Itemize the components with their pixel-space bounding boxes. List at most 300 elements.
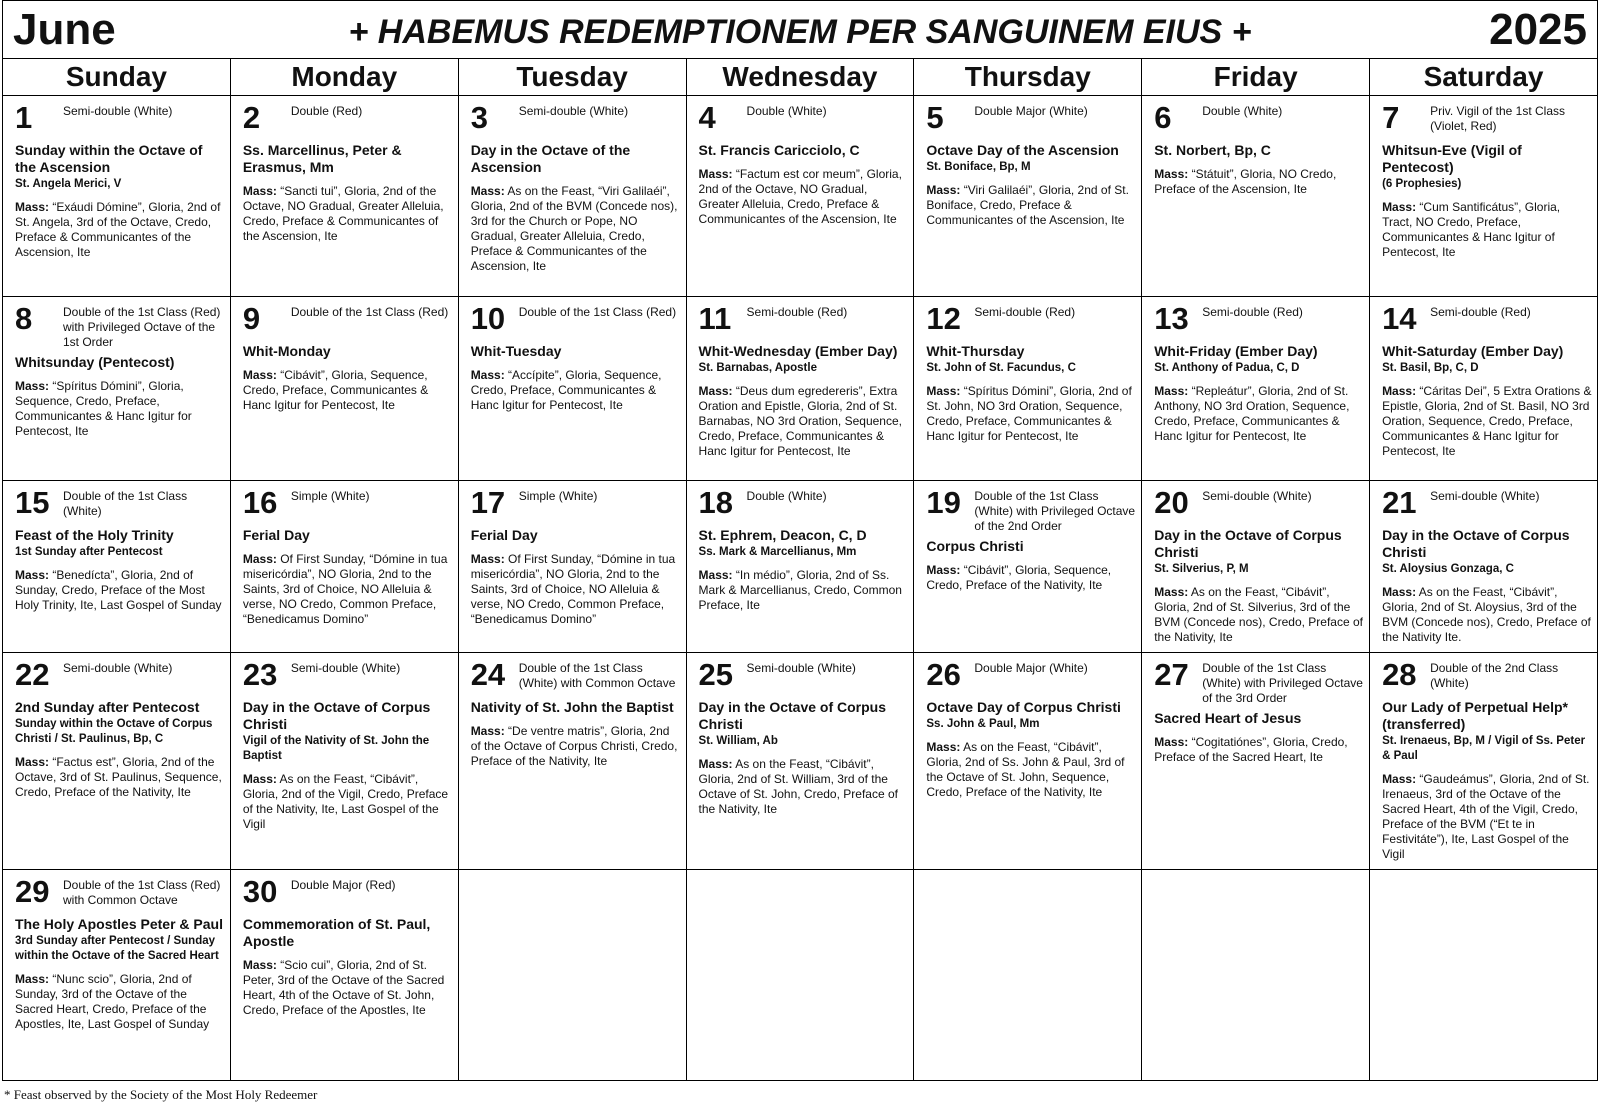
liturgical-rank: Double of the 1st Class (White) — [63, 489, 188, 518]
mass-text — [1382, 384, 1593, 459]
feast-title: Our Lady of Perpetual Help* (transferred) — [1382, 699, 1568, 732]
mass-details: “Cáritas Dei”, 5 Extra Orations & Epistle, Gloria, 2nd of St. Basil, NO 3rd Oration, Sequence, Credo, Preface, Communicantes & Hanc Igitur for Pentecost, Ite — [1382, 384, 1592, 458]
mass-label: Mass: — [926, 384, 961, 398]
mass-label: Mass: — [15, 755, 50, 769]
weekday-wednesday: Wednesday — [686, 59, 914, 96]
weekday-friday: Friday — [1142, 59, 1370, 96]
mass-text — [15, 568, 226, 613]
day-content — [459, 481, 686, 627]
mass-label: Mass: — [15, 972, 50, 986]
day-top — [926, 657, 1137, 695]
day-cell — [914, 297, 1142, 481]
liturgical-rank: Semi-double (White) — [1202, 489, 1312, 503]
day-cell — [914, 481, 1142, 653]
mass-details: “Státuit”, Gloria, NO Credo, Preface of the Ascension, Ite — [1154, 167, 1337, 196]
liturgical-rank: Semi-double (Red) — [974, 305, 1076, 319]
mass-text — [926, 563, 1137, 593]
feast-title: Octave Day of the Ascension — [926, 142, 1119, 158]
feast-title: Day in the Octave of Corpus Christi — [1154, 527, 1342, 560]
day-cell — [686, 96, 914, 297]
feast-title: The Holy Apostles Peter & Paul — [15, 916, 223, 932]
day-cell — [230, 297, 458, 481]
liturgical-rank: Double (White) — [746, 104, 827, 118]
day-number: 4 — [698, 100, 716, 135]
mass-text — [699, 167, 910, 227]
mass-text — [243, 958, 454, 1018]
mass-label: Mass: — [242, 184, 277, 198]
mass-details: As on the Feast, “Cibávit”, Gloria, 2nd of St. William, 3rd of the Octave of St. John, Credo, Preface of the Nativity, Ite — [698, 757, 898, 816]
mass-details: “Factum est cor meum”, Gloria, 2nd of the Octave, NO Gradual, Greater Alleluia, Credo, Preface & Communicantes of the Ascension, Ite — [698, 167, 902, 226]
feast-title: Feast of the Holy Trinity — [15, 527, 174, 543]
liturgical-rank: Semi-double (White) — [746, 661, 856, 675]
mass-label: Mass: — [926, 183, 961, 197]
liturgical-rank: Semi-double (White) — [63, 104, 173, 118]
mass-text — [471, 552, 682, 627]
day-content — [459, 653, 686, 769]
mass-details: “Deus dum egredereris”, Extra Oration and Epistle, Gloria, 2nd of St. Barnabas, NO 3rd Oration, Sequence, Credo, Preface, Communicantes & Hanc Igitur for Pentecost, Ite — [698, 384, 902, 458]
day-top — [471, 657, 682, 695]
mass-details: “Gaudeámus”, Gloria, 2nd of St. Irenaeus, 3rd of the Octave of the Sacred Heart, 4th of the Vigil, Credo, Preface of the BVM (“Et te in Festivitáte”), Ite, Last Gospel of the Vigil — [1382, 772, 1590, 861]
mass-label: Mass: — [698, 757, 733, 771]
feast-title: Whitsun-Eve (Vigil of Pentecost) — [1382, 142, 1522, 175]
month-title: June — [13, 5, 116, 54]
feast-title: Whit-Friday (Ember Day) — [1154, 343, 1318, 359]
commemoration: St. Angela Merici, V — [15, 178, 122, 190]
feast-title: Octave Day of Corpus Christi — [926, 699, 1121, 715]
day-number: 15 — [15, 485, 50, 520]
day-cell — [3, 870, 231, 1081]
liturgical-rank: Semi-double (Red) — [1202, 305, 1303, 319]
day-cell — [230, 870, 458, 1081]
day-number: 2 — [242, 100, 261, 135]
empty-day-cell — [458, 870, 686, 1081]
liturgical-rank: Double of the 1st Class (Red) with Common Octave — [63, 878, 221, 907]
day-top — [243, 485, 454, 523]
feast-title: St. Francis Caricciolo, C — [698, 142, 860, 158]
day-cell — [686, 297, 914, 481]
mass-details: As on the Feast, “Cibávit”, Gloria, 2nd of Ss. John & Paul, 3rd of the Octave of St. John, Sequence, Credo, Preface of the Nativity, Ite — [926, 740, 1125, 799]
day-top — [699, 485, 910, 523]
day-number: 8 — [15, 301, 33, 336]
liturgical-rank: Double Major (White) — [974, 661, 1088, 675]
mass-details: As on the Feast, “Cibávit”, Gloria, 2nd of the Vigil, Credo, Preface of the Nativity, Ite, Last Gospel of the Vigil — [242, 772, 449, 831]
day-top — [699, 301, 910, 339]
feast-title: Day in the Octave of Corpus Christi — [698, 699, 887, 732]
day-content — [231, 297, 458, 413]
day-content — [914, 481, 1141, 593]
day-content — [1370, 653, 1597, 862]
mass-text — [926, 183, 1137, 228]
day-content — [1142, 481, 1369, 645]
mass-text — [243, 772, 454, 832]
day-number: 7 — [1382, 100, 1400, 135]
feast-title: Commemoration of St. Paul, Apostle — [242, 916, 431, 949]
mass-details: “In médio”, Gloria, 2nd of Ss. Mark & Marcellianus, Credo, Common Preface, Ite — [698, 568, 902, 612]
day-number: 23 — [242, 657, 278, 692]
commemoration: St. Barnabas, Apostle — [698, 362, 817, 374]
mass-details: “Cibávit”, Gloria, Sequence, Credo, Preface of the Nativity, Ite — [926, 563, 1112, 592]
day-cell — [1142, 297, 1370, 481]
mass-text — [243, 552, 454, 627]
day-number: 9 — [242, 301, 261, 336]
mass-text — [1382, 200, 1593, 260]
commemoration: Vigil of the Nativity of St. John the Baptist — [242, 735, 430, 762]
mass-text — [926, 740, 1137, 800]
day-top — [15, 100, 226, 138]
commemoration: Ss. John & Paul, Mm — [926, 718, 1040, 730]
day-number: 21 — [1382, 485, 1417, 520]
mass-text — [15, 972, 226, 1032]
day-number: 18 — [698, 485, 734, 520]
mass-details: “Scio cui”, Gloria, 2nd of St. Peter, 3rd of the Octave of the Sacred Heart, 4th of the Octave of St. John, Credo, Preface of the Apostles, Ite — [242, 958, 445, 1017]
mass-label: Mass: — [926, 563, 961, 577]
liturgical-rank: Double (Red) — [290, 104, 363, 118]
mass-text — [243, 368, 454, 413]
feast-title: Whit-Tuesday — [470, 343, 562, 359]
day-top — [926, 485, 1137, 534]
day-content — [1370, 297, 1597, 459]
mass-text — [471, 368, 682, 413]
day-number: 30 — [242, 874, 278, 909]
mass-label: Mass: — [470, 368, 505, 382]
mass-details: “Accípite”, Gloria, Sequence, Credo, Preface, Communicantes & Hanc Igitur for Pentecost, Ite — [470, 368, 662, 412]
mass-label: Mass: — [698, 167, 733, 181]
day-number: 14 — [1382, 301, 1417, 336]
mass-text — [699, 384, 910, 459]
mass-label: Mass: — [1382, 772, 1417, 786]
mass-text — [699, 757, 910, 817]
day-cell — [914, 96, 1142, 297]
day-top — [15, 874, 226, 912]
mass-details: “Benedícta”, Gloria, 2nd of Sunday, Credo, Preface of the Most Holy Trinity, Ite, Last Gospel of Sunday — [15, 568, 222, 612]
day-top — [926, 100, 1137, 138]
day-top — [1382, 657, 1593, 695]
liturgical-rank: Priv. Vigil of the 1st Class (Violet, Red) — [1430, 104, 1566, 133]
mass-details: “Cum Santificátus”, Gloria, Tract, NO Credo, Preface, Communicantes & Hanc Igitur of Pentecost, Ite — [1382, 200, 1561, 259]
day-top — [243, 301, 454, 339]
weekday-monday: Monday — [230, 59, 458, 96]
mass-text — [1154, 167, 1365, 197]
day-cell — [3, 297, 231, 481]
liturgical-rank: Double of the 1st Class (Red) — [518, 305, 677, 319]
day-top — [1382, 301, 1593, 339]
liturgical-rank: Double of the 1st Class (White) with Privileged Octave of the 2nd Order — [974, 489, 1136, 533]
day-cell — [3, 653, 231, 870]
mass-text — [15, 755, 226, 800]
day-number: 12 — [926, 301, 961, 336]
empty-day-cell — [914, 870, 1142, 1081]
feast-title: Whit-Monday — [242, 343, 331, 359]
liturgical-rank: Double of the 1st Class (White) with Common Octave — [518, 661, 676, 690]
weekday-saturday: Saturday — [1370, 59, 1598, 96]
day-content — [3, 870, 230, 1032]
day-number: 6 — [1154, 100, 1172, 135]
feast-title: Day in the Octave of Corpus Christi — [1382, 527, 1570, 560]
day-content — [3, 481, 230, 613]
feast-title: Whitsunday (Pentecost) — [15, 354, 175, 370]
mass-label: Mass: — [1154, 585, 1189, 599]
day-top — [926, 301, 1137, 339]
day-cell — [458, 653, 686, 870]
weekday-row — [3, 59, 1598, 96]
empty-day-cell — [686, 870, 914, 1081]
day-number: 5 — [926, 100, 944, 135]
calendar-grid — [2, 58, 1598, 1081]
liturgical-rank: Semi-double (White) — [290, 661, 401, 675]
feast-title: Whit-Saturday (Ember Day) — [1382, 343, 1564, 359]
day-cell — [230, 653, 458, 870]
day-number: 22 — [15, 657, 50, 692]
day-cell — [1370, 297, 1598, 481]
mass-label: Mass: — [242, 552, 277, 566]
mass-details: Of First Sunday, “Dómine in tua misericórdia”, NO Gloria, 2nd to the Saints, 3rd of Choice, NO Alleluia & verse, NO Credo, Common Preface, “Benedicamus Domino” — [470, 552, 676, 626]
day-top — [1154, 100, 1365, 138]
day-number: 10 — [470, 301, 506, 336]
empty-day-cell — [1370, 870, 1598, 1081]
mass-label: Mass: — [1154, 384, 1189, 398]
day-number: 26 — [926, 657, 961, 692]
day-content — [3, 297, 230, 439]
feast-title: Day in the Octave of the Ascension — [470, 142, 631, 175]
feast-title: Day in the Octave of Corpus Christi — [242, 699, 431, 732]
commemoration: 3rd Sunday after Pentecost / Sunday within the Octave of the Sacred Heart — [15, 935, 219, 962]
mass-details: “Repleátur”, Gloria, 2nd of St. Anthony, NO 3rd Oration, Sequence, Credo, Preface, Communicantes & Hanc Igitur for Pentecost, Ite — [1154, 384, 1350, 443]
day-cell — [1142, 96, 1370, 297]
mass-label: Mass: — [242, 368, 277, 382]
feast-title: Sacred Heart of Jesus — [1154, 710, 1302, 726]
liturgical-rank: Semi-double (Red) — [1430, 305, 1531, 319]
day-cell — [686, 481, 914, 653]
day-number: 17 — [470, 485, 506, 520]
day-cell — [230, 481, 458, 653]
mass-label: Mass: — [698, 568, 733, 582]
mass-details: As on the Feast, “Cibávit”, Gloria, 2nd of St. Silverius, 3rd of the BVM (Concede nos), Credo, Preface of the Nativity, Ite — [1154, 585, 1363, 644]
day-cell — [458, 481, 686, 653]
week-row — [3, 653, 1598, 870]
mass-text — [471, 184, 682, 274]
day-content — [1142, 96, 1369, 197]
mass-details: “Cogitatiónes”, Gloria, Credo, Preface of the Sacred Heart, Ite — [1154, 735, 1348, 764]
commemoration: (6 Prophesies) — [1382, 178, 1462, 190]
mass-label: Mass: — [15, 568, 50, 582]
day-cell — [230, 96, 458, 297]
liturgical-rank: Double of the 1st Class (White) with Privileged Octave of the 3rd Order — [1202, 661, 1363, 705]
feast-title: St. Ephrem, Deacon, C, D — [698, 527, 867, 543]
motto: + HABEMUS REDEMPTIONEM PER SANGUINEM EIUS + — [348, 13, 1252, 51]
day-content — [459, 297, 686, 413]
mass-text — [1382, 585, 1593, 645]
liturgical-rank: Semi-double (White) — [518, 104, 629, 118]
feast-title: Whit-Thursday — [926, 343, 1025, 359]
mass-label: Mass: — [926, 740, 961, 754]
day-top — [15, 485, 226, 523]
liturgical-rank: Double of the 2nd Class (White) — [1430, 661, 1559, 690]
day-content — [687, 96, 914, 227]
mass-details: “Spíritus Dómini”, Gloria, 2nd of St. John, NO 3rd Oration, Sequence, Credo, Preface, Communicantes & Hanc Igitur for Pentecost, Ite — [926, 384, 1132, 443]
day-top — [1382, 100, 1593, 138]
day-content — [231, 96, 458, 244]
day-top — [243, 100, 454, 138]
mass-details: “Nunc scio”, Gloria, 2nd of Sunday, 3rd of the Octave of the Sacred Heart, Credo, Preface of the Apostles, Ite, Last Gospel of Sunday — [15, 972, 210, 1031]
feast-title: Sunday within the Octave of the Ascension — [15, 142, 203, 175]
day-top — [1154, 301, 1365, 339]
liturgical-rank: Double Major (White) — [974, 104, 1088, 118]
week-row — [3, 96, 1598, 297]
day-content — [3, 96, 230, 260]
feast-title: Ferial Day — [242, 527, 310, 543]
day-cell — [914, 653, 1142, 870]
day-top — [243, 874, 454, 912]
mass-details: “Spíritus Dómini”, Gloria, Sequence, Credo, Preface, Communicantes & Hanc Igitur for Pentecost, Ite — [15, 379, 192, 438]
day-number: 29 — [15, 874, 50, 909]
commemoration: St. Silverius, P, M — [1154, 563, 1249, 575]
liturgical-rank: Double (White) — [1202, 104, 1283, 118]
day-top — [699, 100, 910, 138]
day-top — [699, 657, 910, 695]
mass-details: “Sancti tui”, Gloria, 2nd of the Octave, NO Gradual, Greater Alleluia, Credo, Preface & Communicantes of the Ascension, Ite — [242, 184, 444, 243]
liturgical-rank: Semi-double (White) — [1430, 489, 1540, 503]
day-number: 16 — [242, 485, 278, 520]
day-top — [15, 657, 226, 695]
day-number: 25 — [698, 657, 734, 692]
day-top — [1154, 657, 1365, 706]
day-content — [1142, 653, 1369, 765]
liturgical-rank: Simple (White) — [518, 489, 598, 503]
mass-text — [15, 200, 226, 260]
commemoration: St. John of St. Facundus, C — [926, 362, 1076, 374]
weekday-sunday: Sunday — [3, 59, 231, 96]
weekday-thursday: Thursday — [914, 59, 1142, 96]
day-cell — [1370, 653, 1598, 870]
day-number: 24 — [470, 657, 506, 692]
mass-label: Mass: — [470, 552, 505, 566]
day-number: 28 — [1382, 657, 1417, 692]
day-top — [471, 100, 682, 138]
day-content — [3, 653, 230, 800]
mass-label: Mass: — [242, 958, 277, 972]
commemoration: St. Irenaeus, Bp, M / Vigil of Ss. Peter & Paul — [1382, 735, 1586, 762]
feast-title: Ferial Day — [470, 527, 538, 543]
mass-text — [1154, 735, 1365, 765]
day-cell — [1370, 96, 1598, 297]
day-top — [471, 485, 682, 523]
day-cell — [3, 96, 231, 297]
mass-details: As on the Feast, “Viri Galilaéi”, Gloria, 2nd of the BVM (Concede nos), 3rd for the Church or Pope, NO Gradual, Greater Alleluia, Credo, Preface & Communicantes of the Ascension, Ite — [470, 184, 678, 273]
day-number: 3 — [470, 100, 488, 135]
day-content — [1370, 481, 1597, 645]
day-content — [231, 653, 458, 832]
mass-label: Mass: — [1382, 585, 1417, 599]
day-top — [471, 301, 682, 339]
calendar-header — [2, 0, 1598, 58]
mass-details: “Factus est”, Gloria, 2nd of the Octave, 3rd of St. Paulinus, Sequence, Credo, Preface of the Nativity, Ite — [15, 755, 222, 799]
day-content — [687, 653, 914, 817]
day-number: 1 — [15, 100, 33, 135]
liturgical-rank: Simple (White) — [290, 489, 370, 503]
mass-label: Mass: — [1382, 200, 1417, 214]
mass-label: Mass: — [470, 184, 505, 198]
day-top — [243, 657, 454, 695]
day-cell — [1142, 653, 1370, 870]
mass-details: “Viri Galilaéi”, Gloria, 2nd of St. Boniface, Credo, Preface & Communicantes of the Ascension, Ite — [926, 183, 1129, 227]
mass-label: Mass: — [698, 384, 733, 398]
commemoration: Sunday within the Octave of Corpus Christi / St. Paulinus, Bp, C — [15, 718, 213, 745]
day-cell — [1370, 481, 1598, 653]
day-number: 27 — [1154, 657, 1189, 692]
mass-details: “Cibávit”, Gloria, Sequence, Credo, Preface, Communicantes & Hanc Igitur for Pentecost, Ite — [242, 368, 429, 412]
day-top — [1382, 485, 1593, 523]
liturgical-rank: Semi-double (White) — [63, 661, 173, 675]
day-top — [15, 301, 226, 350]
mass-text — [15, 379, 226, 439]
mass-details: “De ventre matris”, Gloria, 2nd of the Octave of Corpus Christi, Credo, Preface of the Nativity, Ite — [470, 724, 678, 768]
mass-text — [699, 568, 910, 613]
empty-day-cell — [1142, 870, 1370, 1081]
day-content — [1142, 297, 1369, 444]
commemoration: 1st Sunday after Pentecost — [15, 546, 163, 558]
commemoration: St. William, Ab — [698, 735, 778, 747]
mass-text — [1382, 772, 1593, 862]
feast-title: 2nd Sunday after Pentecost — [15, 699, 200, 715]
day-content — [687, 481, 914, 613]
mass-label: Mass: — [470, 724, 505, 738]
day-content — [914, 96, 1141, 228]
day-content — [231, 481, 458, 627]
day-number: 11 — [698, 301, 732, 336]
mass-label: Mass: — [15, 379, 50, 393]
mass-label: Mass: — [1154, 735, 1189, 749]
commemoration: St. Basil, Bp, C, D — [1382, 362, 1479, 374]
week-row — [3, 297, 1598, 481]
mass-label: Mass: — [242, 772, 277, 786]
week-row — [3, 481, 1598, 653]
week-row — [3, 870, 1598, 1081]
mass-text — [1154, 384, 1365, 444]
day-cell — [3, 481, 231, 653]
day-content — [1370, 96, 1597, 260]
liturgical-rank: Double of the 1st Class (Red) with Privileged Octave of the 1st Order — [63, 305, 221, 349]
mass-text — [243, 184, 454, 244]
mass-text — [1154, 585, 1365, 645]
liturgical-rank: Double (White) — [746, 489, 827, 503]
day-content — [914, 653, 1141, 800]
mass-details: As on the Feast, “Cibávit”, Gloria, 2nd of St. Aloysius, 3rd of the BVM (Concede nos), Credo, Preface of the Nativity Ite. — [1382, 585, 1591, 644]
mass-text — [926, 384, 1137, 444]
day-content — [687, 297, 914, 459]
weekday-tuesday: Tuesday — [458, 59, 686, 96]
mass-details: “Exáudi Dómine”, Gloria, 2nd of St. Angela, 3rd of the Octave, Credo, Preface & Communicantes of the Ascension, Ite — [15, 200, 221, 259]
day-cell — [1142, 481, 1370, 653]
day-content — [231, 870, 458, 1018]
feast-title: St. Norbert, Bp, C — [1154, 142, 1271, 158]
commemoration: St. Aloysius Gonzaga, C — [1382, 563, 1514, 575]
day-top — [1154, 485, 1365, 523]
mass-label: Mass: — [1382, 384, 1417, 398]
feast-title: Ss. Marcellinus, Peter & Erasmus, Mm — [242, 142, 402, 175]
commemoration: St. Anthony of Padua, C, D — [1154, 362, 1300, 374]
mass-details: Of First Sunday, “Dómine in tua misericórdia”, NO Gloria, 2nd to the Saints, 3rd of Choice, NO Alleluia & verse, NO Credo, Common Preface, “Benedicamus Domino” — [242, 552, 448, 626]
liturgical-rank: Semi-double (Red) — [746, 305, 848, 319]
day-number: 13 — [1154, 301, 1189, 336]
day-cell — [686, 653, 914, 870]
mass-text — [471, 724, 682, 769]
commemoration: Ss. Mark & Marcellianus, Mm — [698, 546, 857, 558]
feast-title: Corpus Christi — [926, 538, 1024, 554]
day-number: 20 — [1154, 485, 1189, 520]
mass-label: Mass: — [1154, 167, 1189, 181]
footnote: * Feast observed by the Society of the Most Holy Redeemer — [4, 1087, 318, 1102]
feast-title: Nativity of St. John the Baptist — [470, 699, 674, 715]
